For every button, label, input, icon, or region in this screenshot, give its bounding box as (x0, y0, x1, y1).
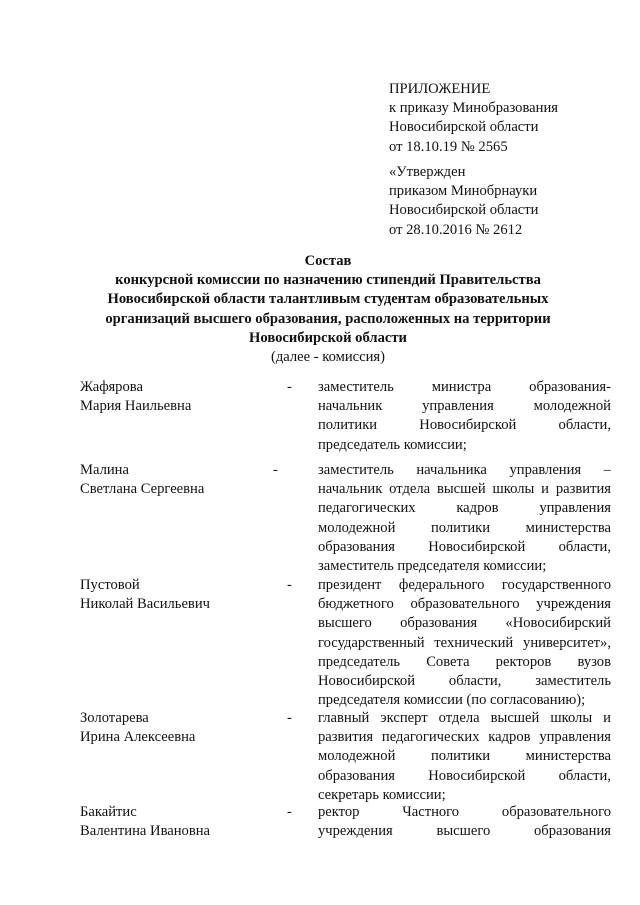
position-line: высшего образования «Новосибирский (318, 615, 611, 632)
approval-line: приказом Минобрнауки (389, 183, 538, 200)
position-line: молодежной политики министерства (318, 748, 611, 765)
member-name (80, 803, 280, 841)
position-line: образования Новосибирской области, (318, 767, 611, 784)
position-line: председателя комиссии (по согласованию); (318, 692, 586, 709)
position-line: председатель Совета ректоров вузов (318, 653, 611, 670)
position-line: заместитель министра образования- (318, 379, 611, 395)
member-position (318, 803, 611, 841)
attachment-line: ПРИЛОЖЕНИЕ (389, 81, 491, 97)
member-dash: - (287, 804, 292, 820)
position-line: развития педагогических кадров управления (318, 729, 611, 746)
position-line: президент федерального государственного (318, 577, 611, 593)
title-line: конкурсной комиссии по назначению стипендий Правительства (115, 272, 541, 289)
member-given-names: Ирина Алексеевна (80, 729, 196, 746)
position-line: заместитель начальника управления – (318, 462, 611, 478)
position-line: бюджетного образовательного учреждения (318, 596, 611, 613)
position-line: педагогических кадров управления (318, 500, 611, 517)
position-line: заместитель председателя комиссии; (318, 557, 547, 574)
position-line: начальник отдела высшей школы и развития (318, 481, 611, 498)
member-surname: Пустовой (80, 577, 140, 593)
title-line: организаций высшего образования, расположенных на территории (105, 310, 551, 327)
approval-line: Новосибирской области (389, 202, 539, 219)
member-given-names: Николай Васильевич (80, 596, 210, 613)
position-line: председатель комиссии; (318, 436, 467, 453)
position-line: главный эксперт отдела высшей школы и (318, 710, 611, 726)
attachment-block (389, 80, 629, 157)
attachment-line: Новосибирской области (389, 119, 539, 136)
approval-line: «Утвержден (389, 164, 466, 180)
member-surname: Жафярова (80, 379, 143, 395)
title-line: Новосибирской области талантливым студентам образовательных (107, 291, 549, 308)
attachment-line: от 18.10.19 № 2565 (389, 138, 508, 155)
member-name (80, 709, 280, 747)
approval-block (389, 163, 629, 240)
member-surname: Золотарева (80, 710, 149, 726)
member-dash: - (287, 710, 292, 726)
member-dash: - (287, 577, 292, 593)
document-title (80, 252, 576, 367)
position-line: начальник управления молодежной (318, 398, 611, 415)
position-line: секретарь комиссии; (318, 786, 446, 803)
position-line: учреждения высшего образования (318, 823, 611, 840)
title-heading: Состав (304, 253, 352, 269)
member-name (80, 576, 280, 614)
position-line: государственный технический университет», (318, 634, 611, 651)
member-given-names: Светлана Сергеевна (80, 481, 205, 498)
member-surname: Малина (80, 462, 129, 478)
member-name (80, 461, 280, 499)
member-dash: - (273, 462, 278, 478)
member-surname: Бакайтис (80, 804, 137, 820)
title-line: Новосибирской области (249, 329, 407, 346)
title-note: (далее - комиссия) (270, 349, 386, 366)
approval-line: от 28.10.2016 № 2612 (389, 221, 523, 238)
member-position (318, 461, 611, 576)
member-given-names: Мария Наильевна (80, 398, 192, 415)
member-name (80, 378, 280, 416)
member-position (318, 709, 611, 805)
member-dash: - (287, 379, 292, 395)
member-given-names: Валентина Ивановна (80, 823, 211, 840)
position-line: ректор Частного образовательного (318, 804, 611, 820)
position-line: Новосибирской области, заместитель (318, 672, 611, 689)
position-line: образования Новосибирской области, (318, 538, 611, 555)
member-position (318, 378, 611, 455)
position-line: политики Новосибирской области, (318, 417, 611, 434)
position-line: молодежной политики министерства (318, 519, 611, 536)
attachment-line: к приказу Минобразования (389, 100, 558, 117)
member-position (318, 576, 611, 710)
